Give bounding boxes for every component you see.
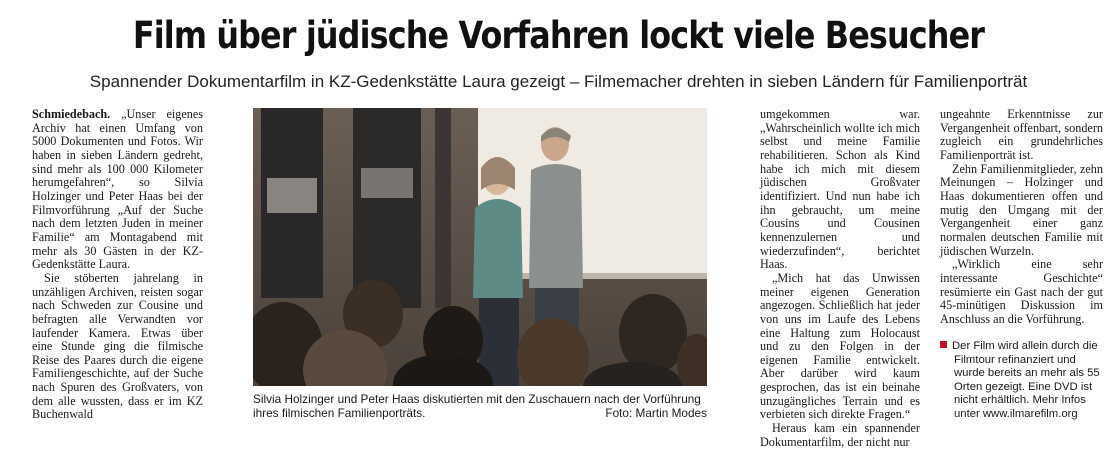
headline: Film über jüdische Vorfahren lockt viele Besucher: [132, 14, 985, 57]
article-photo: [253, 108, 707, 386]
photo-caption: [253, 393, 707, 420]
paragraph: Heraus kam ein spannender Dokumentarfilm, der nicht nur: [760, 421, 920, 449]
caption-text: Silvia Holzinger und Peter Haas diskutierten mit den Zuschauern nach der Vorführung ihres filmischen Familienporträts.: [253, 392, 701, 420]
paragraph: Sie stöberten jahrelang in unzähligen Archiven, reisten sogar nach Schweden zur Cousine und befragten alle Verwandten vor laufender Kamera. Etwas über eine Stunde ging die filmische Reise des Paares durch die eigene Familiengeschichte, auf der Suche nach Spuren des Großvaters, von dem alle wussten, dass er im KZ Buchenwald: [32, 270, 203, 422]
red-square-icon: [940, 341, 947, 348]
paragraph: „Wirklich eine sehr interessante Geschichte“ resümierte ein Gast nach der gut 45-minütigen Diskussion im Anschluss an die Vorführung.: [940, 257, 1103, 326]
paragraph: Zehn Familienmitglieder, zehn Meinungen – Holzinger und Haas dokumentieren offen und mutig den Umgang mit der Vergangenheit einer ganz normalen deutschen Familie mit jüdischen Wurzeln.: [940, 161, 1103, 258]
article-column-1: [32, 108, 203, 422]
article-column-4: [940, 108, 1103, 327]
subheadline: Spannender Dokumentarfilm in KZ-Gedenkstätte Laura gezeigt – Filmemacher drehten in sieben Ländern für Familienporträt: [89, 72, 1028, 91]
photo-credit: Foto: Martin Modes: [605, 405, 707, 420]
paragraph: „Mich hat das Unwissen meiner eigenen Generation angezogen. Schließlich hat jeder von uns im Laufe des Lebens eine Haltung zum Holocaust und zu den Folgen in der eigenen Familie entwickelt. Aber darüber wird kaum gesprochen, das ist ein beinahe unzugängliches Terrain und es verbieten sich direkte Fragen.“: [760, 270, 920, 422]
info-paragraph: [940, 340, 1108, 422]
article-column-3: [760, 108, 920, 449]
info-text: Der Film wird allein durch die Filmtour refinanziert und wurde bereits an mehr als 55 Orten gezeigt. Eine DVD ist nicht erhältlich. Mehr Infos unter www.ilmarefilm.org: [952, 340, 1100, 420]
photo-illustration: [253, 108, 707, 386]
paragraph-text: „Unser eigenes Archiv hat einen Umfang von 5000 Dokumenten und Fotos. Wir haben in sieben Ländern gedreht, sind mehr als 100 000 Kilometer herumgefahren“, so Silvia Holzinger und Peter Haas bei der Filmvorführung „Auf der Suche nach dem letzten Juden in meiner Familie“ am Montagabend mit mehr als 30 Gästen in der KZ-Gedenkstätte Laura.: [32, 107, 203, 272]
info-box: [940, 340, 1108, 422]
paragraph: [32, 108, 203, 272]
place-name: Schmiedebach.: [32, 107, 111, 121]
paragraph: umgekommen war. „Wahrscheinlich wollte ich mich selbst und meine Familie rehabilitieren. Schon als Kind habe ich mich mit diesem jüdischen Großvater identifiziert. Und nun habe ich ihn gebraucht, um meine Cousins und Cousinen kennenzulernen und wiederzufinden“, berichtet Haas.: [760, 107, 920, 272]
paragraph: ungeahnte Erkenntnisse zur Vergangenheit offenbart, sondern zugleich ein grundehrliches Familienporträt ist.: [940, 107, 1103, 162]
